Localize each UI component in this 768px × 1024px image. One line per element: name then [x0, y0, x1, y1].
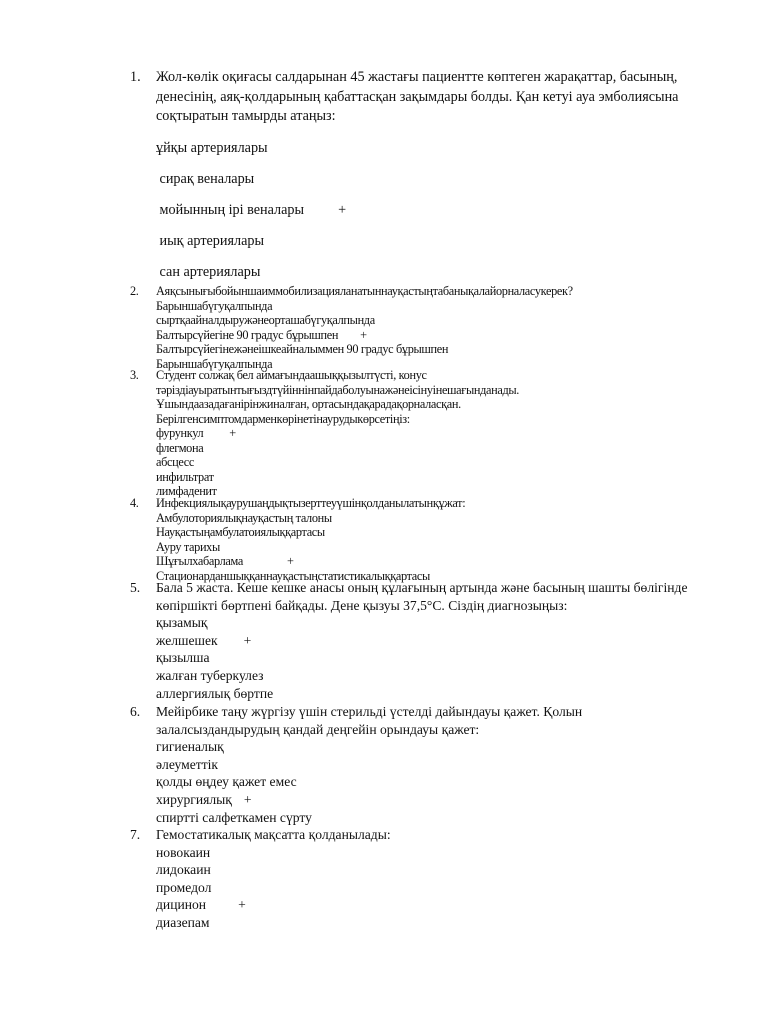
answer-option: қызамық: [156, 615, 208, 631]
question-number: 1.: [130, 69, 141, 85]
answer-option: қолды өңдеу қажет емес: [156, 774, 297, 790]
answer-option: спиртті салфеткамен сүрту: [156, 809, 312, 825]
answer-option: аллергиялық бөртпе: [156, 685, 274, 701]
answer-option: Балтырсүйегінежәнеішкеайналыммен 90 градус бұрышпен: [156, 342, 449, 356]
question-7: [130, 826, 690, 932]
answer-option-correct: [156, 791, 690, 809]
question-stem: Мейірбике таңу жүргізу үшін стерильді үстелді дайындауы қажет. Қолын залалсыздандырудың қандай деңгейін орындауы қажет:: [156, 704, 583, 737]
answer-option: Амбулоториялықнауқастың талоны: [156, 510, 332, 525]
question-number: 7.: [130, 827, 141, 842]
answer-option: лидокаин: [156, 862, 211, 878]
question-stem-line: Берілгенсимптомдарменкөрінетінаурудыкөрсетіңіз:: [156, 411, 410, 426]
correct-answer-mark: +: [287, 554, 294, 568]
question-stem-line: Студент солжақ бел аймағындаашыққызылтүсті, конус: [156, 368, 427, 382]
answer-option-label: желшешек: [156, 632, 218, 648]
answer-option: лимфаденит: [156, 484, 217, 498]
answer-option-correct: [156, 426, 690, 441]
answer-option: промедол: [156, 879, 212, 895]
answer-option: иық артериялары: [156, 232, 265, 249]
correct-answer-mark: +: [360, 327, 367, 342]
question-stem-line: Ұшындаазадағанірінжиналған, ортасындақарадақорналасқан.: [156, 397, 461, 411]
answer-option: ұйқы артериялары: [156, 139, 268, 156]
answer-option-correct: [156, 896, 690, 914]
answer-option-correct: [156, 554, 690, 569]
question-number: 5.: [130, 580, 141, 595]
question-2: [130, 284, 690, 371]
question-stem: Жол-көлік оқиғасы салдарынан 45 жастағы пациентте көптеген жарақаттар, басының, денесінің, аяқ-қолдарының қабаттасқан зақымдары болды. Қан кетуі ауа эмболиясына соқтыратын тамырды атаңыз:: [156, 69, 679, 124]
question-stem: Бала 5 жаста. Кеше кешке анасы оның құлағының артында және басының шашты бөлігінде көпіршікті бөртпені байқады. Дене қызуы 37,5°С. Сіздің диагнозыңыз:: [156, 580, 688, 613]
answer-option: инфильтрат: [156, 469, 214, 484]
question-number: 3.: [130, 368, 139, 382]
answer-option: қызылша: [156, 650, 210, 666]
question-number: 6.: [130, 704, 141, 719]
answer-option: Барыншабүгуқалпында: [156, 298, 273, 313]
answer-option: гигиеналық: [156, 739, 224, 755]
answer-option-label: дицинон: [156, 897, 207, 913]
answer-option: сыртқаайналдыружәнеорташабүгуқалпында: [156, 313, 375, 327]
answer-option: флегмона: [156, 440, 204, 455]
answer-option-correct: [156, 632, 690, 650]
question-1: [130, 68, 690, 282]
question-stem: Инфекциялықаурушаңдықтызерттеуүшінқолданылатынқұжат:: [156, 496, 466, 510]
answer-option-label: фурункул: [156, 426, 204, 440]
answer-option: жалған туберкулез: [156, 667, 264, 683]
answer-option: Барыншабүгуқалпында: [156, 356, 273, 371]
answer-option-correct: [156, 201, 690, 221]
question-5: [130, 579, 690, 702]
answer-option: диазепам: [156, 914, 210, 930]
answer-option-label: Балтырсүйегіне 90 градус бұрышпен: [156, 327, 339, 342]
answer-option: Науқастыңамбулатоиялыққартасы: [156, 525, 325, 539]
answer-option: новокаин: [156, 844, 211, 860]
correct-answer-mark: +: [238, 897, 246, 913]
answer-option: сан артериялары: [156, 263, 261, 280]
correct-answer-mark: +: [243, 791, 252, 807]
question-stem: Гемостатикалық мақсатта қолданылады:: [156, 827, 391, 842]
question-number: 4.: [130, 496, 139, 510]
answer-option: сирақ веналары: [156, 170, 255, 187]
answer-option: Стационарданшыққаннауқастыңстатистикалыққартасы: [156, 568, 430, 583]
correct-answer-mark: +: [338, 201, 347, 218]
answer-option-label: мойынның ірі веналары: [156, 201, 305, 218]
answer-option-label: хирургиялық: [156, 791, 232, 807]
answer-option: Ауру тарихы: [156, 539, 220, 554]
answer-option: абсцесс: [156, 455, 194, 469]
answer-option: әлеуметтік: [156, 756, 219, 772]
question-6: [130, 703, 690, 826]
question-3: [130, 368, 690, 499]
question-number: 2.: [130, 284, 139, 298]
question-stem-line: тәріздіауыратынтығыздтүйіннінпайдаболуынажәнеісінуінешағынданады.: [156, 382, 520, 397]
answer-option-correct: [156, 328, 690, 343]
correct-answer-mark: +: [243, 632, 252, 648]
correct-answer-mark: +: [229, 426, 236, 440]
question-4: [130, 496, 690, 583]
answer-option-label: Шұғылхабарлама: [156, 554, 243, 568]
question-stem: Аяқсынығыбойыншаиммобилизацияланатыннауқастыңтабанықалайорналасукерек?: [156, 284, 573, 298]
